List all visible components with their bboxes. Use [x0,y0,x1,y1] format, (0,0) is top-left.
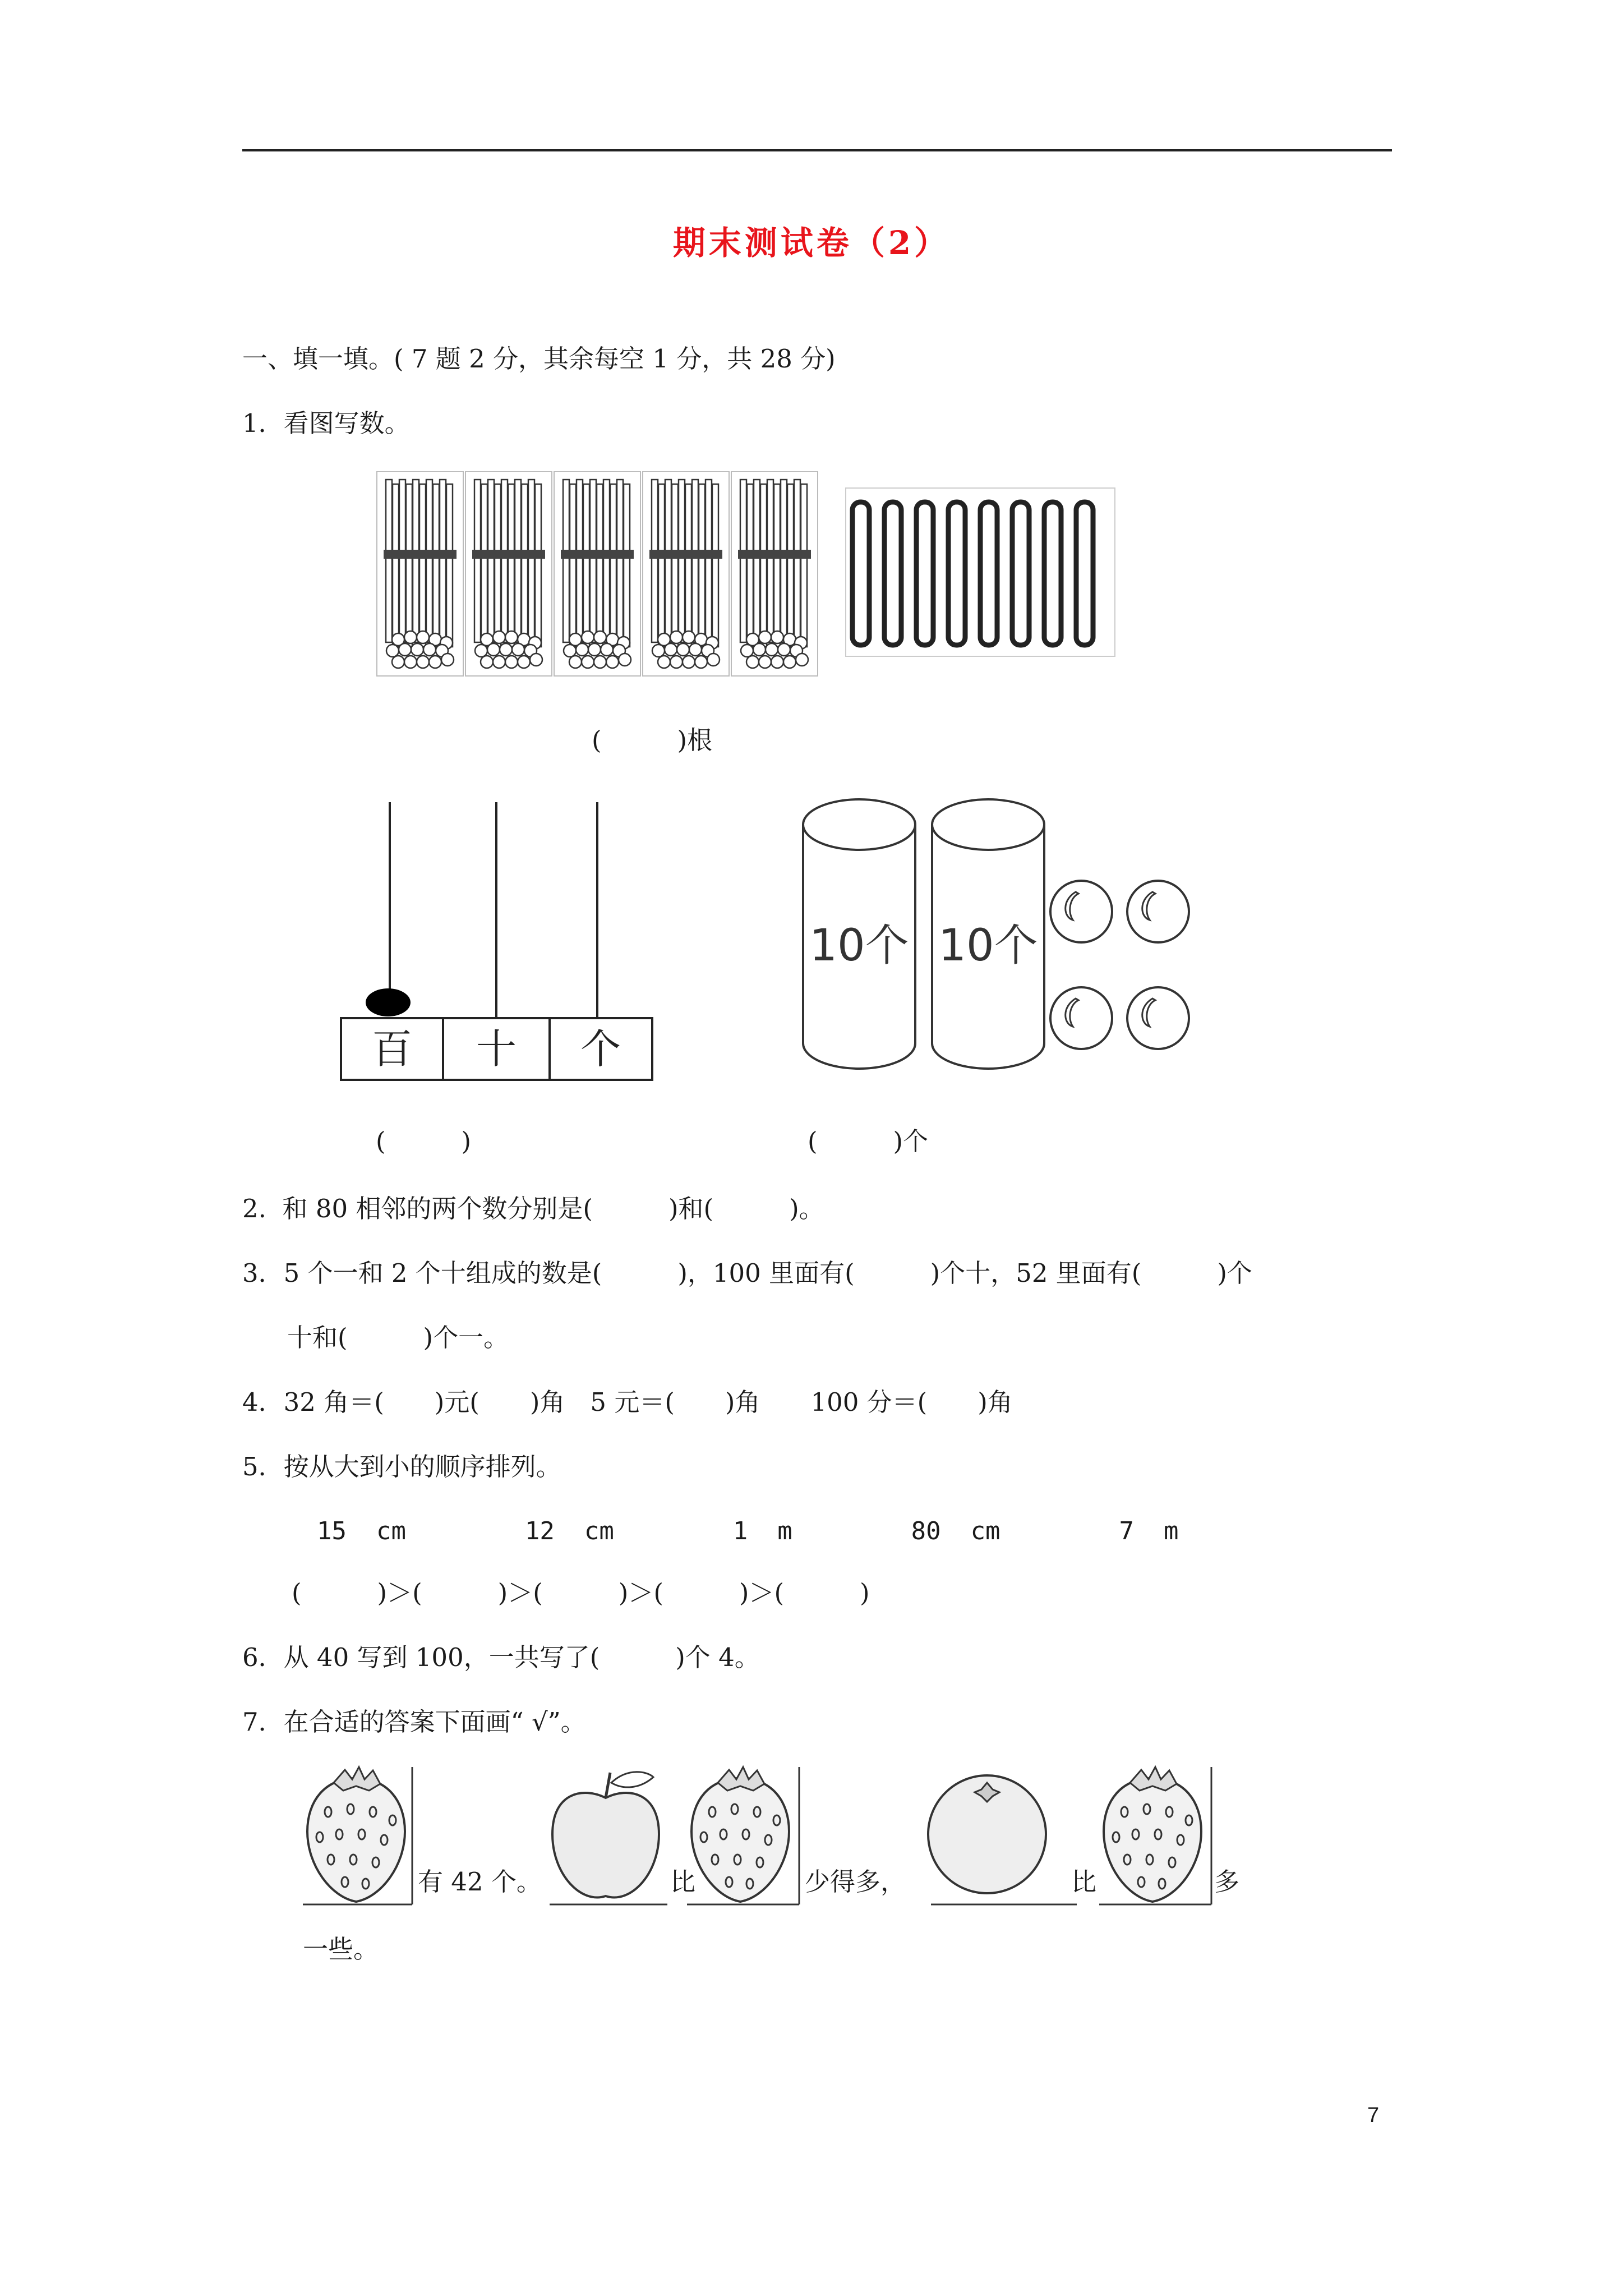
ball [1050,881,1112,942]
single-stick [852,502,869,645]
strawberry-3 [1104,1767,1201,1902]
single-stick [916,502,933,645]
single-stick [1012,502,1029,645]
stick-bundle [731,471,818,676]
strawberry-2 [691,1767,789,1902]
abacus-label-hundreds: 百 [371,1025,413,1073]
abacus-figure [336,797,662,1088]
q1-label: 1．看图写数。 [242,408,410,438]
q1-sticks-answer: ( )根 [592,725,713,755]
q5-blanks: ( )＞( )＞( )＞( )＞( ) [292,1578,870,1608]
single-stick [884,502,901,645]
q7-text-3: 少得多， [805,1867,906,1897]
ball [1050,987,1112,1049]
q7-text-2: 比 [670,1867,696,1897]
q7-label: 7．在合适的答案下面画“ √”。 [242,1707,586,1737]
q2-text: 2. 和 80 相邻的两个数分别是( )和( )。 [242,1194,824,1223]
single-stick [948,502,965,645]
q7-text-5: 多 [1214,1867,1240,1897]
single-stick [980,502,997,645]
page-title: 期末测试卷（2） [672,224,951,262]
cylinder-2-label: 10个 [938,921,1038,971]
q5-label: 5．按从大到小的顺序排列。 [242,1452,561,1481]
q1-cylinder-answer: ( )个 [808,1126,929,1156]
q3-line-1: 3．5 个一和 2 个十组成的数是( )，100 里面有( )个十，52 里面有( )个 [242,1258,1252,1288]
ball [1127,881,1189,942]
stick-bundle [554,471,640,676]
stick-bundle [377,471,463,676]
abacus-label-ones: 个 [580,1025,621,1073]
q7-text-6: 一些。 [303,1934,379,1964]
single-stick [1076,502,1093,645]
cylinder-2 [932,799,1044,1069]
ball [1127,987,1189,1049]
header-rule [242,149,1392,151]
q7-text-1: 有 42 个。 [418,1867,542,1897]
abacus-label-tens: 十 [476,1025,517,1073]
q7-text-4: 比 [1071,1867,1097,1897]
stick-bundles-figure [376,471,1138,684]
abacus-bead [366,988,411,1016]
q6-text: 6．从 40 写到 100，一共写了( )个 4。 [242,1642,760,1672]
apple [552,1772,659,1898]
cylinders-figure [796,791,1245,1083]
section-1-heading: 一、填一填。( 7 题 2 分，其余每空 1 分，共 28 分) [242,344,836,374]
page-number: 7 [1367,2104,1380,2127]
q1-abacus-answer: ( ) [376,1126,472,1156]
stick-bundle [643,471,729,676]
q5-items: 15 cm 12 cm 1 m 80 cm 7 m [317,1517,1179,1545]
cylinder-1-label: 10个 [809,921,909,971]
single-stick [1044,502,1061,645]
strawberry-1 [307,1767,405,1902]
q3-line-2: 十和( )个一。 [287,1323,509,1352]
cylinder-1 [803,799,915,1069]
q4-text: 4．32 角＝( )元( )角 5 元＝( )角 100 分＝( )角 [242,1387,1013,1417]
stick-bundle [465,471,552,676]
orange [928,1775,1046,1893]
